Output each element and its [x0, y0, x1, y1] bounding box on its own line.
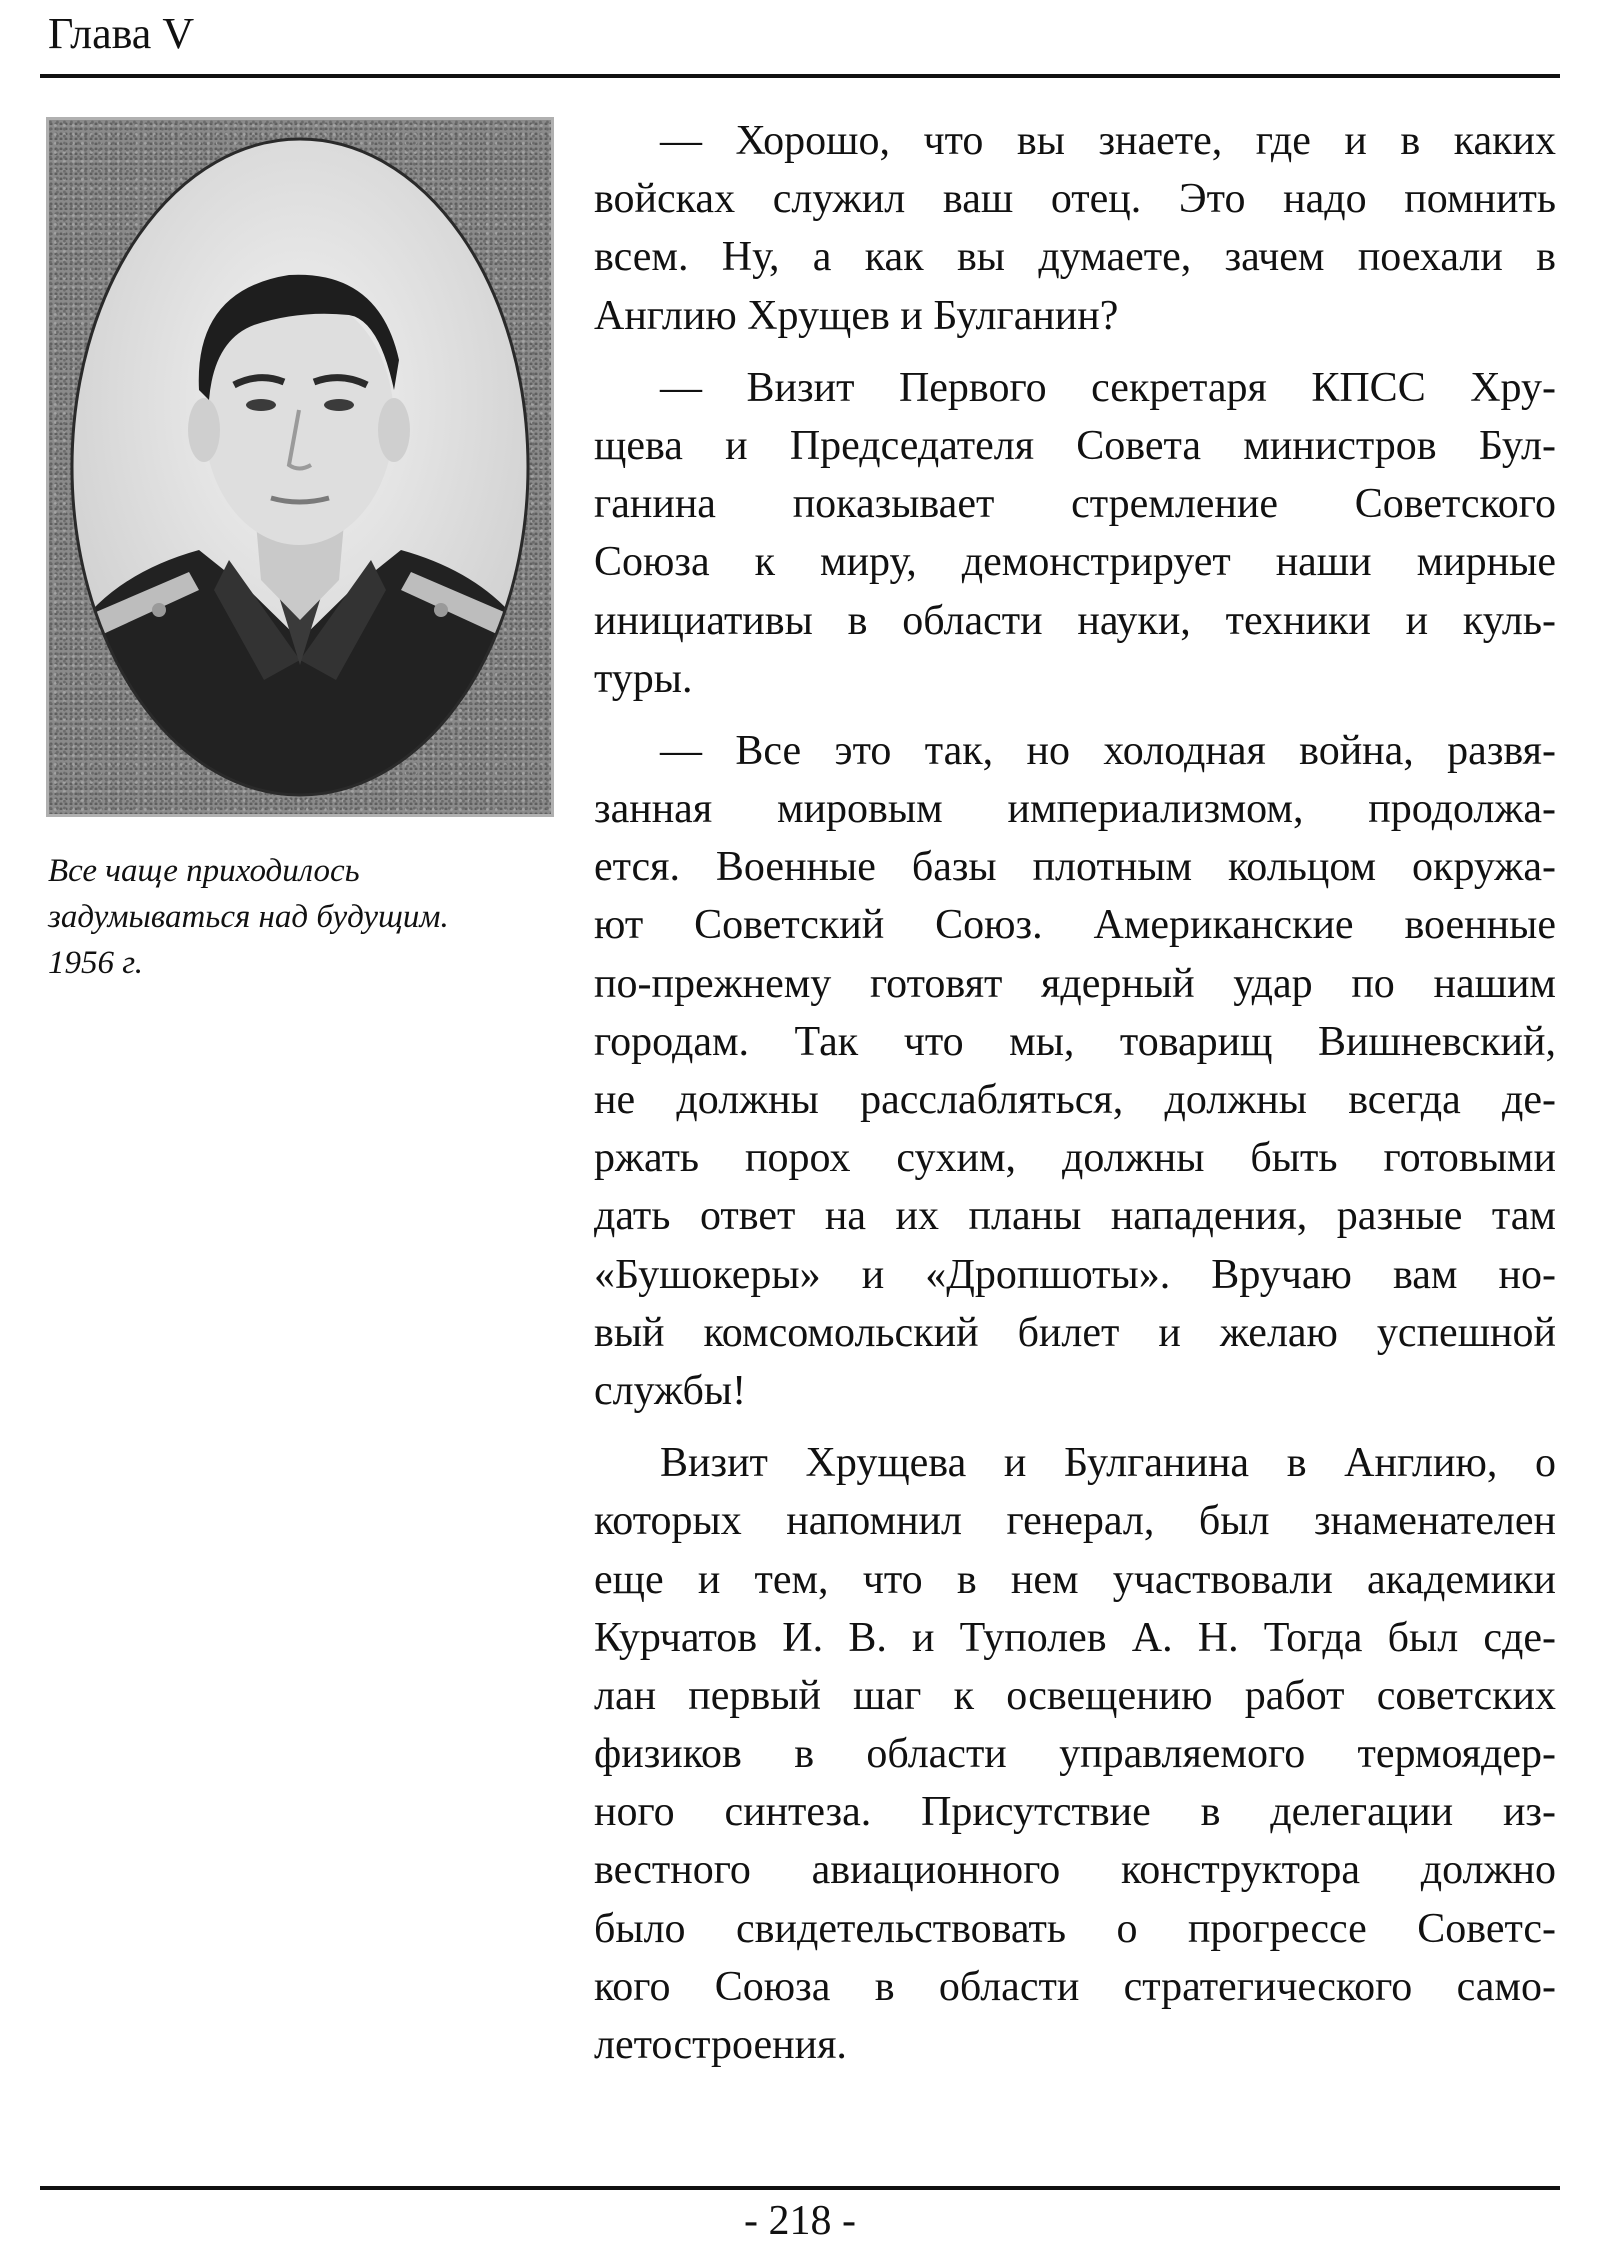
text-line: всем. Ну, а как вы думаете, зачем поехали в: [594, 234, 1556, 281]
text-line: было свидетельствовать о прогрессе Советс-: [594, 1905, 1556, 1952]
caption-line: Все чаще приходилось: [48, 853, 360, 889]
paragraph-dialogue-2: [594, 359, 1556, 708]
text-line: ганина показывает стремление Советского: [594, 481, 1556, 528]
text-line: городам. Так что мы, товарищ Вишневский,: [594, 1018, 1556, 1065]
text-line: вый комсомольский билет и желаю успешной: [594, 1309, 1556, 1356]
caption-line: задумываться над будущим.: [48, 899, 449, 935]
text-line: лан первый шаг к освещению работ советских: [594, 1672, 1556, 1719]
photo-caption: [48, 848, 568, 986]
text-line: кого Союза в области стратегического само-: [594, 1963, 1556, 2010]
portrait-photo: [46, 117, 554, 817]
text-line: войсках служил ваш отец. Это надо помнить: [594, 176, 1556, 223]
portrait-illustration: [49, 120, 551, 814]
text-line: летостроения.: [594, 2022, 847, 2068]
text-line: — Хорошо, что вы знаете, где и в каких: [660, 118, 1556, 164]
text-line: — Все это так, но холодная война, развя-: [660, 727, 1556, 774]
paragraph-narrative: [594, 1434, 1556, 2074]
text-line: по-прежнему готовят ядерный удар по нашим: [594, 960, 1556, 1007]
text-line: Курчатов И. В. и Туполев А. Н. Тогда был сде-: [594, 1614, 1556, 1661]
text-line: ется. Военные базы плотным кольцом окружа-: [594, 844, 1556, 891]
paragraph-dialogue-3: [594, 722, 1556, 1420]
text-line: туры.: [594, 655, 693, 702]
text-line: ного синтеза. Присутствие в делегации из-: [594, 1789, 1556, 1836]
body-text: [594, 112, 1556, 2074]
text-line: еще и тем, что в нем участвовали академики: [594, 1556, 1556, 1603]
text-line: — Визит Первого секретаря КПСС Хру-: [660, 364, 1556, 411]
text-line: Союза к миру, демонстрирует наши мирные: [594, 539, 1556, 586]
caption-line: 1956 г.: [48, 945, 143, 981]
text-line: физиков в области управляемого термоядер-: [594, 1731, 1556, 1778]
footer-rule: [40, 2186, 1560, 2190]
text-line: занная мировым империализмом, продолжа-: [594, 786, 1556, 833]
text-line: Визит Хрущева и Булганина в Англию, о: [660, 1440, 1556, 1487]
text-line: не должны расслабляться, должны всегда де-: [594, 1077, 1556, 1123]
text-line: ют Советский Союз. Американские военные: [594, 902, 1556, 949]
text-line: Англию Хрущев и Булганин?: [594, 292, 1119, 339]
text-line: инициативы в области науки, техники и куль-: [594, 597, 1556, 644]
paragraph-dialogue-1: [594, 112, 1556, 345]
text-line: которых напомнил генерал, был знаменателен: [594, 1498, 1556, 1545]
text-line: ржать порох сухим, должны быть готовыми: [594, 1135, 1556, 1182]
running-head: Глава V: [48, 9, 195, 58]
text-line: вестного авиационного конструктора должно: [594, 1847, 1556, 1894]
header-rule: [40, 74, 1560, 78]
text-line: службы!: [594, 1367, 747, 1414]
text-line: дать ответ на их планы нападения, разные там: [594, 1193, 1556, 1240]
page-number: - 218 -: [744, 2198, 856, 2244]
text-line: щева и Председателя Совета министров Бул-: [594, 422, 1556, 469]
text-line: «Бушокеры» и «Дропшоты». Вручаю вам но-: [594, 1251, 1556, 1298]
